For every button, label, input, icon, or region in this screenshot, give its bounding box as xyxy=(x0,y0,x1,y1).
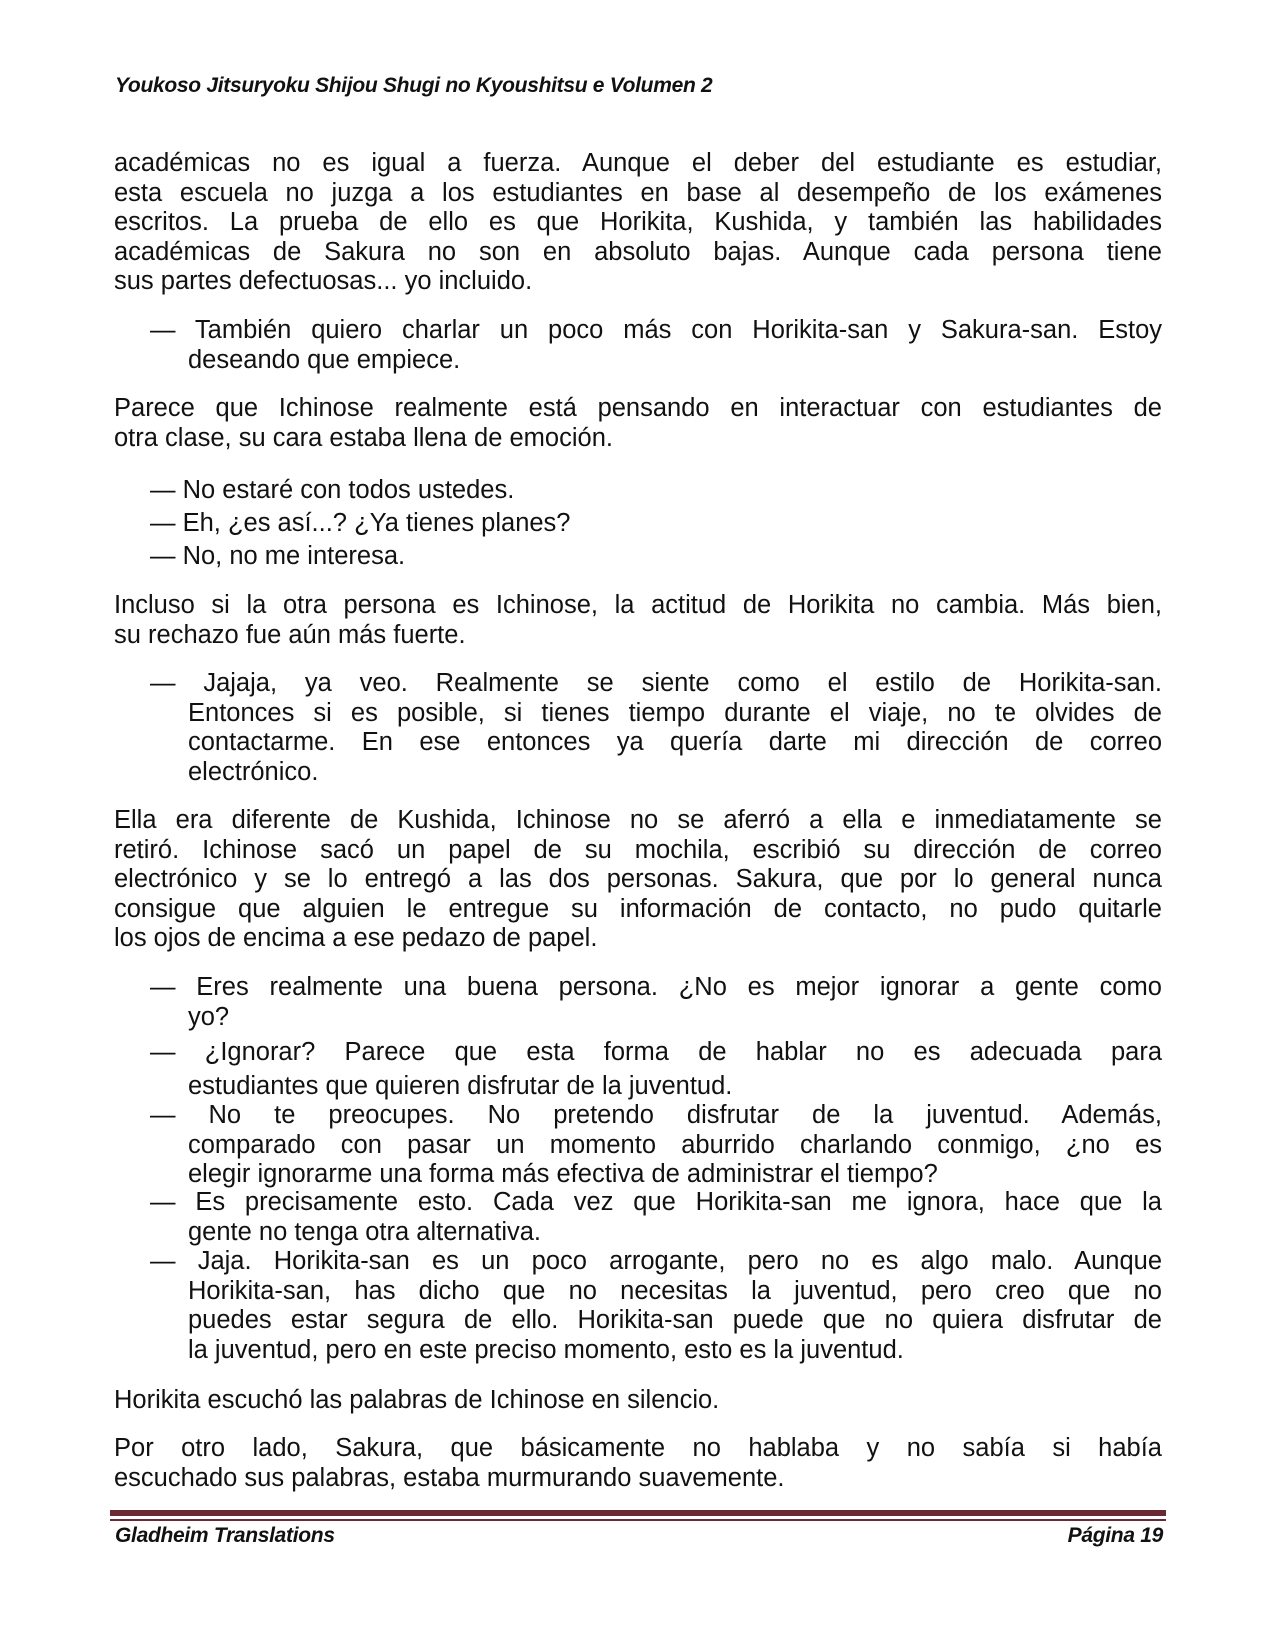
paragraph xyxy=(114,394,1162,453)
footer-page-number: Página 19 xyxy=(1067,1524,1163,1547)
paragraph xyxy=(114,591,1162,650)
paragraph xyxy=(114,149,1162,297)
text-line: Incluso si la otra persona es Ichinose, la actitud de Horikita no cambia. Más bien, xyxy=(114,591,1162,619)
dialogue-line xyxy=(150,669,1162,787)
text-line: — Jaja. Horikita-san es un poco arrogante, pero no es algo malo. Aunque xyxy=(150,1247,1162,1275)
running-header: Youkoso Jitsuryoku Shijou Shugi no Kyoushitsu e Volumen 2 xyxy=(115,74,713,97)
text-line: Horikita escuchó las palabras de Ichinose en silencio. xyxy=(114,1386,720,1414)
dialogue-line xyxy=(150,1035,1162,1103)
text-line: académicas no es igual a fuerza. Aunque el deber del estudiante es estudiar, xyxy=(114,149,1162,177)
text-line: — No te preocupes. No pretendo disfrutar de la juventud. Además, xyxy=(150,1101,1162,1129)
text-line: — No, no me interesa. xyxy=(150,542,406,570)
text-line: — También quiero charlar un poco más con Horikita-san y Sakura-san. Estoy xyxy=(150,316,1162,344)
text-line: los ojos de encima a ese pedazo de papel. xyxy=(114,924,598,952)
text-line: sus partes defectuosas... yo incluido. xyxy=(114,267,533,295)
text-line: — Eh, ¿es así...? ¿Ya tienes planes? xyxy=(150,509,571,537)
paragraph xyxy=(114,1434,1162,1493)
text-line: estudiantes que quieren disfrutar de la juventud. xyxy=(188,1072,733,1100)
text-line: comparado con pasar un momento aburrido charlando conmigo, ¿no es xyxy=(188,1130,1162,1159)
text-line: elegir ignorarme una forma más efectiva de administrar el tiempo? xyxy=(188,1160,938,1188)
text-line: la juventud, pero en este preciso momento, esto es la juventud. xyxy=(188,1335,904,1364)
text-line: Por otro lado, Sakura, que básicamente no hablaba y no sabía si había xyxy=(114,1434,1162,1462)
text-line: Parece que Ichinose realmente está pensando en interactuar con estudiantes de xyxy=(114,394,1162,422)
text-line: electrónico. xyxy=(188,757,319,786)
text-line: retiró. Ichinose sacó un papel de su mochila, escribió su dirección de correo xyxy=(114,835,1162,864)
text-line: electrónico y se lo entregó a las dos personas. Sakura, que por lo general nunca xyxy=(114,865,1162,893)
dialogue-line xyxy=(150,316,1162,375)
dialogue-line xyxy=(150,1101,1162,1190)
text-line: escritos. La prueba de ello es que Horikita, Kushida, y también las habilidades xyxy=(114,208,1162,236)
footer-rule-thin xyxy=(110,1519,1166,1521)
text-line: puedes estar segura de ello. Horikita-san puede que no quiera disfrutar de xyxy=(188,1306,1162,1334)
paragraph xyxy=(114,1386,1162,1416)
text-line: su rechazo fue aún más fuerte. xyxy=(114,620,466,649)
text-line: yo? xyxy=(188,1002,230,1031)
text-line: — No estaré con todos ustedes. xyxy=(150,476,515,504)
dialogue-line xyxy=(150,542,1162,572)
text-line: consigue que alguien le entregue su información de contacto, no pudo quitarle xyxy=(114,894,1162,923)
text-line: — Eres realmente una buena persona. ¿No es mejor ignorar a gente como xyxy=(150,973,1162,1001)
text-line: escuchado sus palabras, estaba murmurando suavemente. xyxy=(114,1463,785,1492)
text-line: Entonces si es posible, si tienes tiempo durante el viaje, no te olvides de xyxy=(188,698,1162,727)
text-line: esta escuela no juzga a los estudiantes en base al desempeño de los exámenes xyxy=(114,178,1162,207)
text-line: gente no tenga otra alternativa. xyxy=(188,1217,542,1246)
footer-publisher: Gladheim Translations xyxy=(115,1524,335,1547)
dialogue-line xyxy=(150,973,1162,1032)
footer-rule-thick xyxy=(110,1510,1166,1516)
text-line: Horikita-san, has dicho que no necesitas la juventud, pero creo que no xyxy=(188,1276,1162,1305)
text-line: contactarme. En ese entonces ya quería darte mi dirección de correo xyxy=(188,728,1162,756)
text-line: otra clase, su cara estaba llena de emoción. xyxy=(114,423,613,452)
text-line: — Es precisamente esto. Cada vez que Horikita-san me ignora, hace que la xyxy=(150,1188,1162,1216)
text-line: — Jajaja, ya veo. Realmente se siente como el estilo de Horikita-san. xyxy=(150,669,1162,697)
text-line: — ¿Ignorar? Parece que esta forma de hablar no es adecuada para xyxy=(150,1038,1162,1066)
text-line: Ella era diferente de Kushida, Ichinose no se aferró a ella e inmediatamente se xyxy=(114,806,1162,834)
dialogue-line xyxy=(150,1247,1162,1365)
paragraph xyxy=(114,806,1162,954)
dialogue-line xyxy=(150,1188,1162,1247)
dialogue-line xyxy=(150,509,1162,539)
text-line: académicas de Sakura no son en absoluto bajas. Aunque cada persona tiene xyxy=(114,237,1162,266)
text-line: deseando que empiece. xyxy=(188,345,461,374)
dialogue-line xyxy=(150,476,1162,506)
